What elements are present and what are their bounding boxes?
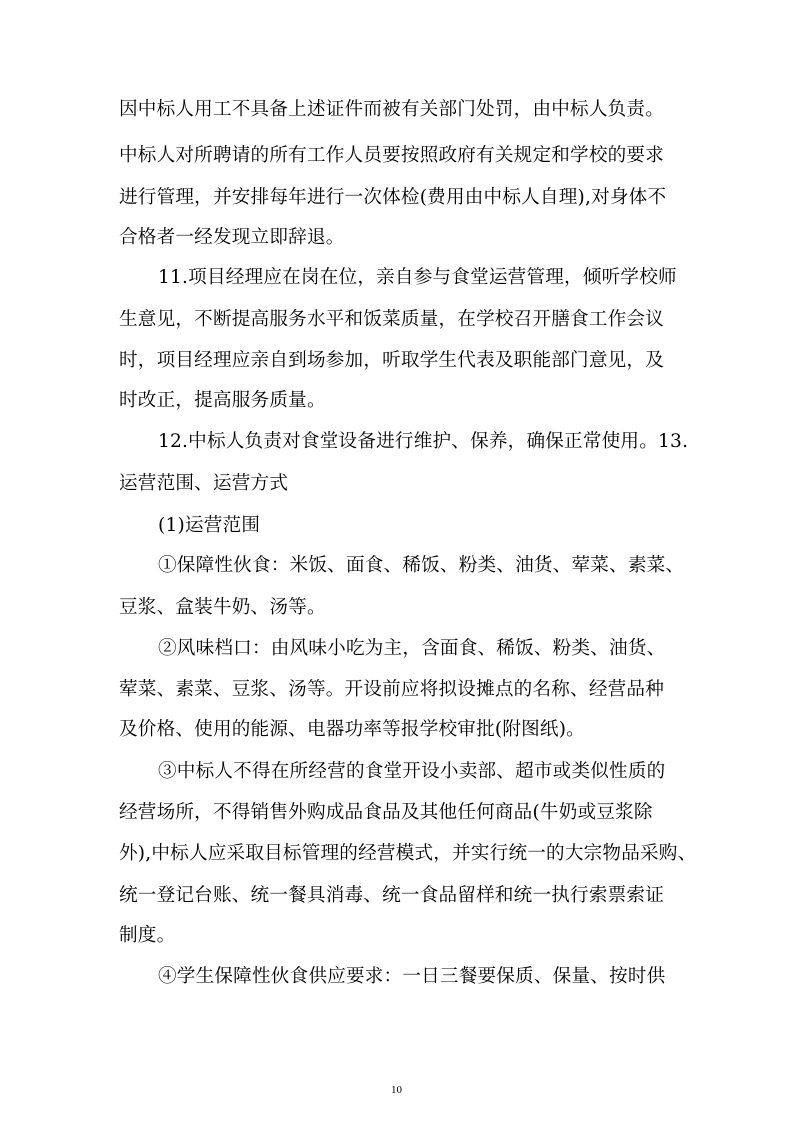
text-line: 外),中标人应采取目标管理的经营模式，并实行统一的大宗物品采购、 [119, 843, 697, 864]
text-line: 12.中标人负责对食堂设备进行维护、保养，确保正常使用。13. [158, 431, 689, 452]
text-line: 时，项目经理应亲自到场参加，听取学生代表及职能部门意见，及 [119, 350, 665, 371]
text-line: 11.项目经理应在岗在位，亲自参与食堂运营管理，倾听学校师 [158, 267, 677, 288]
text-line: ③中标人不得在所经营的食堂开设小卖部、超市或类似性质的 [158, 761, 666, 782]
text-line: ④学生保障性伙食供应要求：一日三餐要保质、保量、按时供 [158, 966, 666, 987]
page-number: 10 [391, 1084, 402, 1096]
text-line: 运营范围、运营方式 [119, 473, 289, 494]
text-line: ②风味档口：由风味小吃为主，含面食、稀饭、粉类、油货、 [158, 638, 666, 659]
text-line: ①保障性伙食：米饭、面食、稀饭、粉类、油货、荤菜、素菜、 [158, 555, 685, 576]
text-line: 中标人对所聘请的所有工作人员要按照政府有关规定和学校的要求 [119, 145, 665, 166]
text-line: 生意见，不断提高服务水平和饭菜质量，在学校召开膳食工作会议 [119, 309, 665, 330]
text-line: 统一登记台账、统一餐具消毒、统一食品留样和统一执行索票索证 [119, 885, 665, 906]
text-line: 及价格、使用的能源、电器功率等报学校审批(附图纸)。 [119, 719, 585, 740]
text-line: 豆浆、盒装牛奶、汤等。 [119, 597, 326, 618]
text-line: 因中标人用工不具备上述证件而被有关部门处罚，由中标人负责。 [119, 99, 665, 120]
text-line: 时改正，提高服务质量。 [119, 390, 326, 411]
text-line: (1)运营范围 [158, 515, 261, 536]
text-line: 经营场所，不得销售外购成品食品及其他任何商品(牛奶或豆浆除 [119, 802, 653, 823]
text-line: 制度。 [119, 925, 176, 946]
text-line: 荤菜、素菜、豆浆、汤等。开设前应将拟设摊点的名称、经营品种 [119, 679, 665, 700]
text-line: 合格者一经发现立即辞退。 [119, 227, 345, 248]
text-line: 进行管理，并安排每年进行一次体检(费用由中标人自理),对身体不 [119, 187, 667, 208]
